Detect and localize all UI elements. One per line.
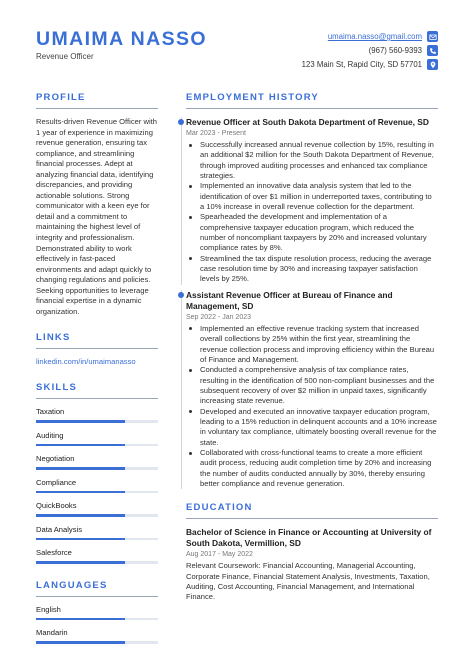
timeline-dot [178,119,184,125]
job-bullet: Streamlined the tax dispute resolution process, reducing the average case resolution time by 30% and increasing taxpayer satisfaction levels by 25%. [186,254,438,285]
language-level-bar [36,618,158,621]
timeline-line [181,290,182,490]
skill-level-fill [36,561,125,564]
skill-name: Salesforce [36,548,72,558]
language-level-bar [36,641,158,644]
contact-phone-row [302,44,438,57]
skill-item [36,548,158,564]
links-section [36,332,158,366]
job-bullet: Implemented an effective revenue tracking system that increased overall collections by 25% within the first year, streamlining the revenue collection process and improving efficiency within the Bureau of Finance and Management. [186,324,438,365]
skill-level-fill [36,538,125,541]
education-date: Aug 2017 - May 2022 [186,551,253,559]
profile-section [36,92,158,317]
right-column [186,92,438,603]
language-name: English [36,604,61,614]
skill-level-fill [36,444,125,447]
employment-heading: EMPLOYMENT HISTORY [186,92,438,109]
job-bullet: Developed and executed an innovative taxpayer education program, leading to a 15% reduction in delinquent accounts and a 10% increase in voluntary tax compliance, ultimately boosting overall revenue for the state. [186,407,438,448]
skill-item [36,478,158,494]
candidate-name: UMAIMA NASSO [36,28,207,50]
skill-item [36,454,158,470]
left-column [36,92,158,652]
skill-name: QuickBooks [36,501,77,511]
skill-item [36,431,158,447]
phone-number: (967) 560-9393 [368,46,422,55]
contact-email-row[interactable] [302,30,438,43]
linkedin-link[interactable]: linkedin.com/in/umaimanasso [36,357,136,367]
job-entry [186,117,438,285]
skill-level-bar [36,514,158,517]
skill-level-bar [36,444,158,447]
skill-level-bar [36,491,158,494]
skills-section [36,382,158,564]
skill-item [36,407,158,423]
job-title: Assistant Revenue Officer at Bureau of Finance and Management, SD [186,289,393,311]
contact-block [302,30,438,72]
education-coursework: Relevant Coursework: Financial Accounting, Managerial Accounting, Corporate Finance, Financial Statement Analysis, Investments, Taxation, Auditing, Cost Accounting, Financial Management, and International Finance. [186,561,430,602]
language-level-fill [36,618,125,621]
skill-level-bar [36,467,158,470]
links-heading: LINKS [36,332,158,349]
job-bullet: Collaborated with cross-functional teams to create a more efficient audit process, reducing audit completion time by 20% and increasing the number of audits conducted annually by 30%, thereby ensuring better compliance and revenue generation. [186,448,438,489]
language-level-fill [36,641,125,644]
phone-icon [427,45,438,56]
resume-header [36,28,438,72]
contact-address-row [302,58,438,71]
languages-heading: LANGUAGES [36,580,158,597]
profile-heading: PROFILE [36,92,158,109]
education-section [186,502,438,602]
degree-title: Bachelor of Science in Finance or Accounting at University of South Dakota, Vermillion, SD [186,527,432,549]
job-title-subtitle: Revenue Officer [36,52,94,61]
skill-level-fill [36,467,125,470]
address: 123 Main St, Rapid City, SD 57701 [301,60,422,69]
languages-section [36,580,158,644]
skill-name: Negotiation [36,454,75,464]
job-bullets [186,324,438,490]
skill-level-bar [36,420,158,423]
language-item [36,628,158,644]
language-name: Mandarin [36,628,68,638]
skill-name: Taxation [36,407,65,417]
employment-section [186,92,438,489]
skill-name: Data Analysis [36,524,83,534]
job-bullet: Conducted a comprehensive analysis of tax compliance rates, resulting in the identification of 500 non-compliant businesses and the subsequent recovery of over $2 million in unpaid taxes, significantly increasing state revenue. [186,365,438,406]
timeline-line [181,117,182,285]
job-entry [186,290,438,490]
skill-level-bar [36,538,158,541]
job-bullet: Implemented an innovative data analysis system that led to the identification of over $1 million in underreported taxes, contributing to a 10% increase in overall revenue collection for the department. [186,181,438,212]
skill-level-fill [36,514,125,517]
skill-name: Compliance [36,477,77,487]
language-item [36,605,158,621]
skill-item [36,525,158,541]
email-link[interactable]: umaima.nasso@gmail.com [327,32,422,41]
job-bullet: Successfully increased annual revenue collection by 15%, resulting in an additional $2 million for the South Dakota Department of Revenue, through improved auditing processes and enhanced tax compliance strategies. [186,140,438,181]
skills-heading: SKILLS [36,382,158,399]
job-date: Sep 2022 - Jan 2023 [186,313,251,321]
job-title: Revenue Officer at South Dakota Department of Revenue, SD [186,117,429,127]
job-date: Mar 2023 - Present [186,130,246,137]
skill-item [36,501,158,517]
job-bullet: Spearheaded the development and implementation of a comprehensive taxpayer education program, which reduced the number of noncompliant taxpayers by 20% and increased voluntary compliance rates by 8%. [186,212,438,253]
skill-name: Auditing [36,430,64,440]
skill-level-bar [36,561,158,564]
envelope-icon [427,31,438,42]
skill-level-fill [36,491,125,494]
timeline-dot [178,292,184,298]
profile-summary: Results-driven Revenue Officer with 1 year of experience in maximizing revenue generation, ensuring tax compliance, and streamlining financial processes. Adept at analyzing financial data, identifying discrepancies, and providing actionable solutions. Strong communicator with a keen eye for detail and a commitment to maintaining the highest level of integrity and professionalism. Demonstrated ability to work effectively in fast-paced environments and adapt quickly to changing regulations and policies. Seeking opportunities to leverage financial expertise in a dynamic organization. [36,117,157,316]
skill-level-fill [36,420,125,423]
location-pin-icon [427,59,438,70]
education-heading: EDUCATION [186,502,438,519]
job-bullets [186,140,438,285]
